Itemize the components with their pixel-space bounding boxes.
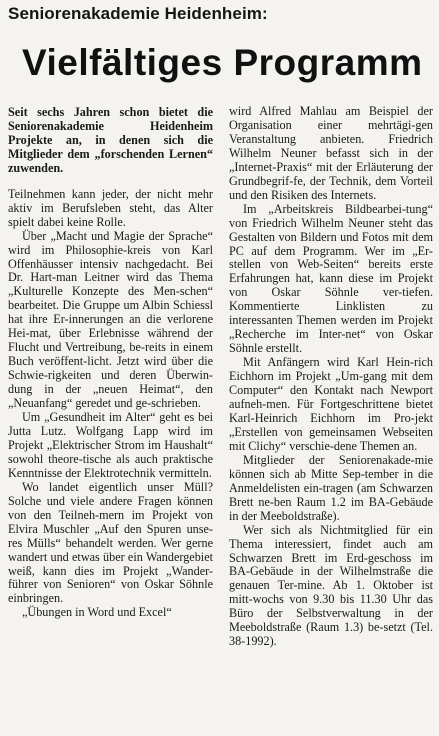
column-divider (220, 110, 221, 720)
body-paragraph: Um „Gesundheit im Alter“ geht es bei Jutta Lutz. Wolfgang Lapp wird im Projekt „Elektrischer Strom im Haushalt“ sowohl theore-tische als auch praktische Kenntnisse der Elektrotechnik vermitteln. (8, 410, 213, 480)
lead-paragraph: Seit sechs Jahren schon bietet die Seniorenakademie Heidenheim Projekte an, in denen sich die Mitglieder dem „forschenden Lernen“ zuwenden. (8, 105, 213, 175)
body-paragraph: „Übungen in Word und Excel“ (22, 605, 172, 620)
article-kicker: Seniorenakademie Heidenheim: (8, 4, 268, 23)
body-paragraph: Wo landet eigentlich unser Müll? Solche und viele andere Fragen können von den Teilneh-mern im Projekt von Elvira Muschler „Auf den Spuren unse-res Mülls“ behandelt werden. Wer gerne wandert und etwas über ein Wandergebiet weiß, kann dies im Projekt „Wander-führer von Senioren“ von Oskar Söhnle einbringen. (8, 479, 213, 606)
body-paragraph: Wer sich als Nichtmitglied für ein Thema interessiert, findet auch am Schwarzen Brett im Erd-geschoss im BA-Gebäude in der Wilhelmstraße die genauen Ter-mine. Ab 1. Oktober ist mitt-wochs von 9.30 bis 11.30 Uhr das Büro der Selbstverwaltung in der Meeboldstraße (Raum 1.3) be-setzt (Tel. 38-1992). (229, 522, 433, 649)
body-paragraph: Mitglieder der Seniorenakade-mie können sich ab Mitte Sep-tember in die Anmeldelisten ein-tragen (am Schwarzen Brett ne-ben Raum 1.2 im BA-Gebäude in der Meeboldstraße). (229, 452, 433, 523)
body-paragraph: Im „Arbeitskreis Bildbearbei-tung“ von Friedrich Wilhelm Neuner steht das Gestalten von Bildern und Fotos mit dem PC auf dem Programm. Wer im „Er-stellen von Web-Seiten“ bereits erste Erfahrungen hat, kann diese im Projekt von Oskar Söhnle ver-tiefen. Kommentierte Linklisten zu interessanten Themen werden im Projekt „Recherche im Inter-net“ von Oskar Söhnle erstellt. (229, 201, 433, 356)
body-paragraph: Über „Macht und Magie der Sprache“ wird im Philosophie-kreis von Karl Offenhäusser intensiv nachgedacht. Bei Dr. Hart-man Leitner wird das Thema „Kulturelle Konzepte des Men-schen“ bearbeitet. Die Gruppe um Albin Schiessl hat ihre Er-innerungen an die verlorene Hei-mat, über Erlebnisse während der Flucht und Vertreibung, be-reits in einem Buch veröffent-licht. Jetzt wird über die Schwie-rigkeiten und deren Überwin-dung in der „neuen Heimat“, den „Neuanfang“ geredet und ge-schrieben. (8, 228, 213, 411)
body-paragraph: Mit Anfängern wird Karl Hein-rich Eichhorn im Projekt „Um-gang mit dem Computer“ den Kontakt nach Newport aufneh-men. Für Fortgeschrittene bietet Karl-Heinrich Eichhorn im Pro-jekt „Erstellen von gemeinsamen Webseiten mit Clichy“ verschie-dene Themen an. (229, 355, 433, 453)
body-paragraph: wird Alfred Mahlau am Beispiel der Organisation einer mehrtägi-gen Veranstaltung anbieten. Friedrich Wilhelm Neuner befasst sich in der „Internet-Praxis“ mit der Erläuterung der Grundbegrif-fe, der Technik, dem Vorteil und den Risiken des Internets. (229, 104, 433, 202)
right-column (229, 105, 433, 649)
left-column (8, 106, 213, 620)
body-paragraph: Teilnehmen kann jeder, der nicht mehr aktiv im Berufsleben steht, das Alter spielt dabei keine Rolle. (8, 186, 213, 229)
article-headline: Vielfältiges Programm (22, 42, 423, 83)
